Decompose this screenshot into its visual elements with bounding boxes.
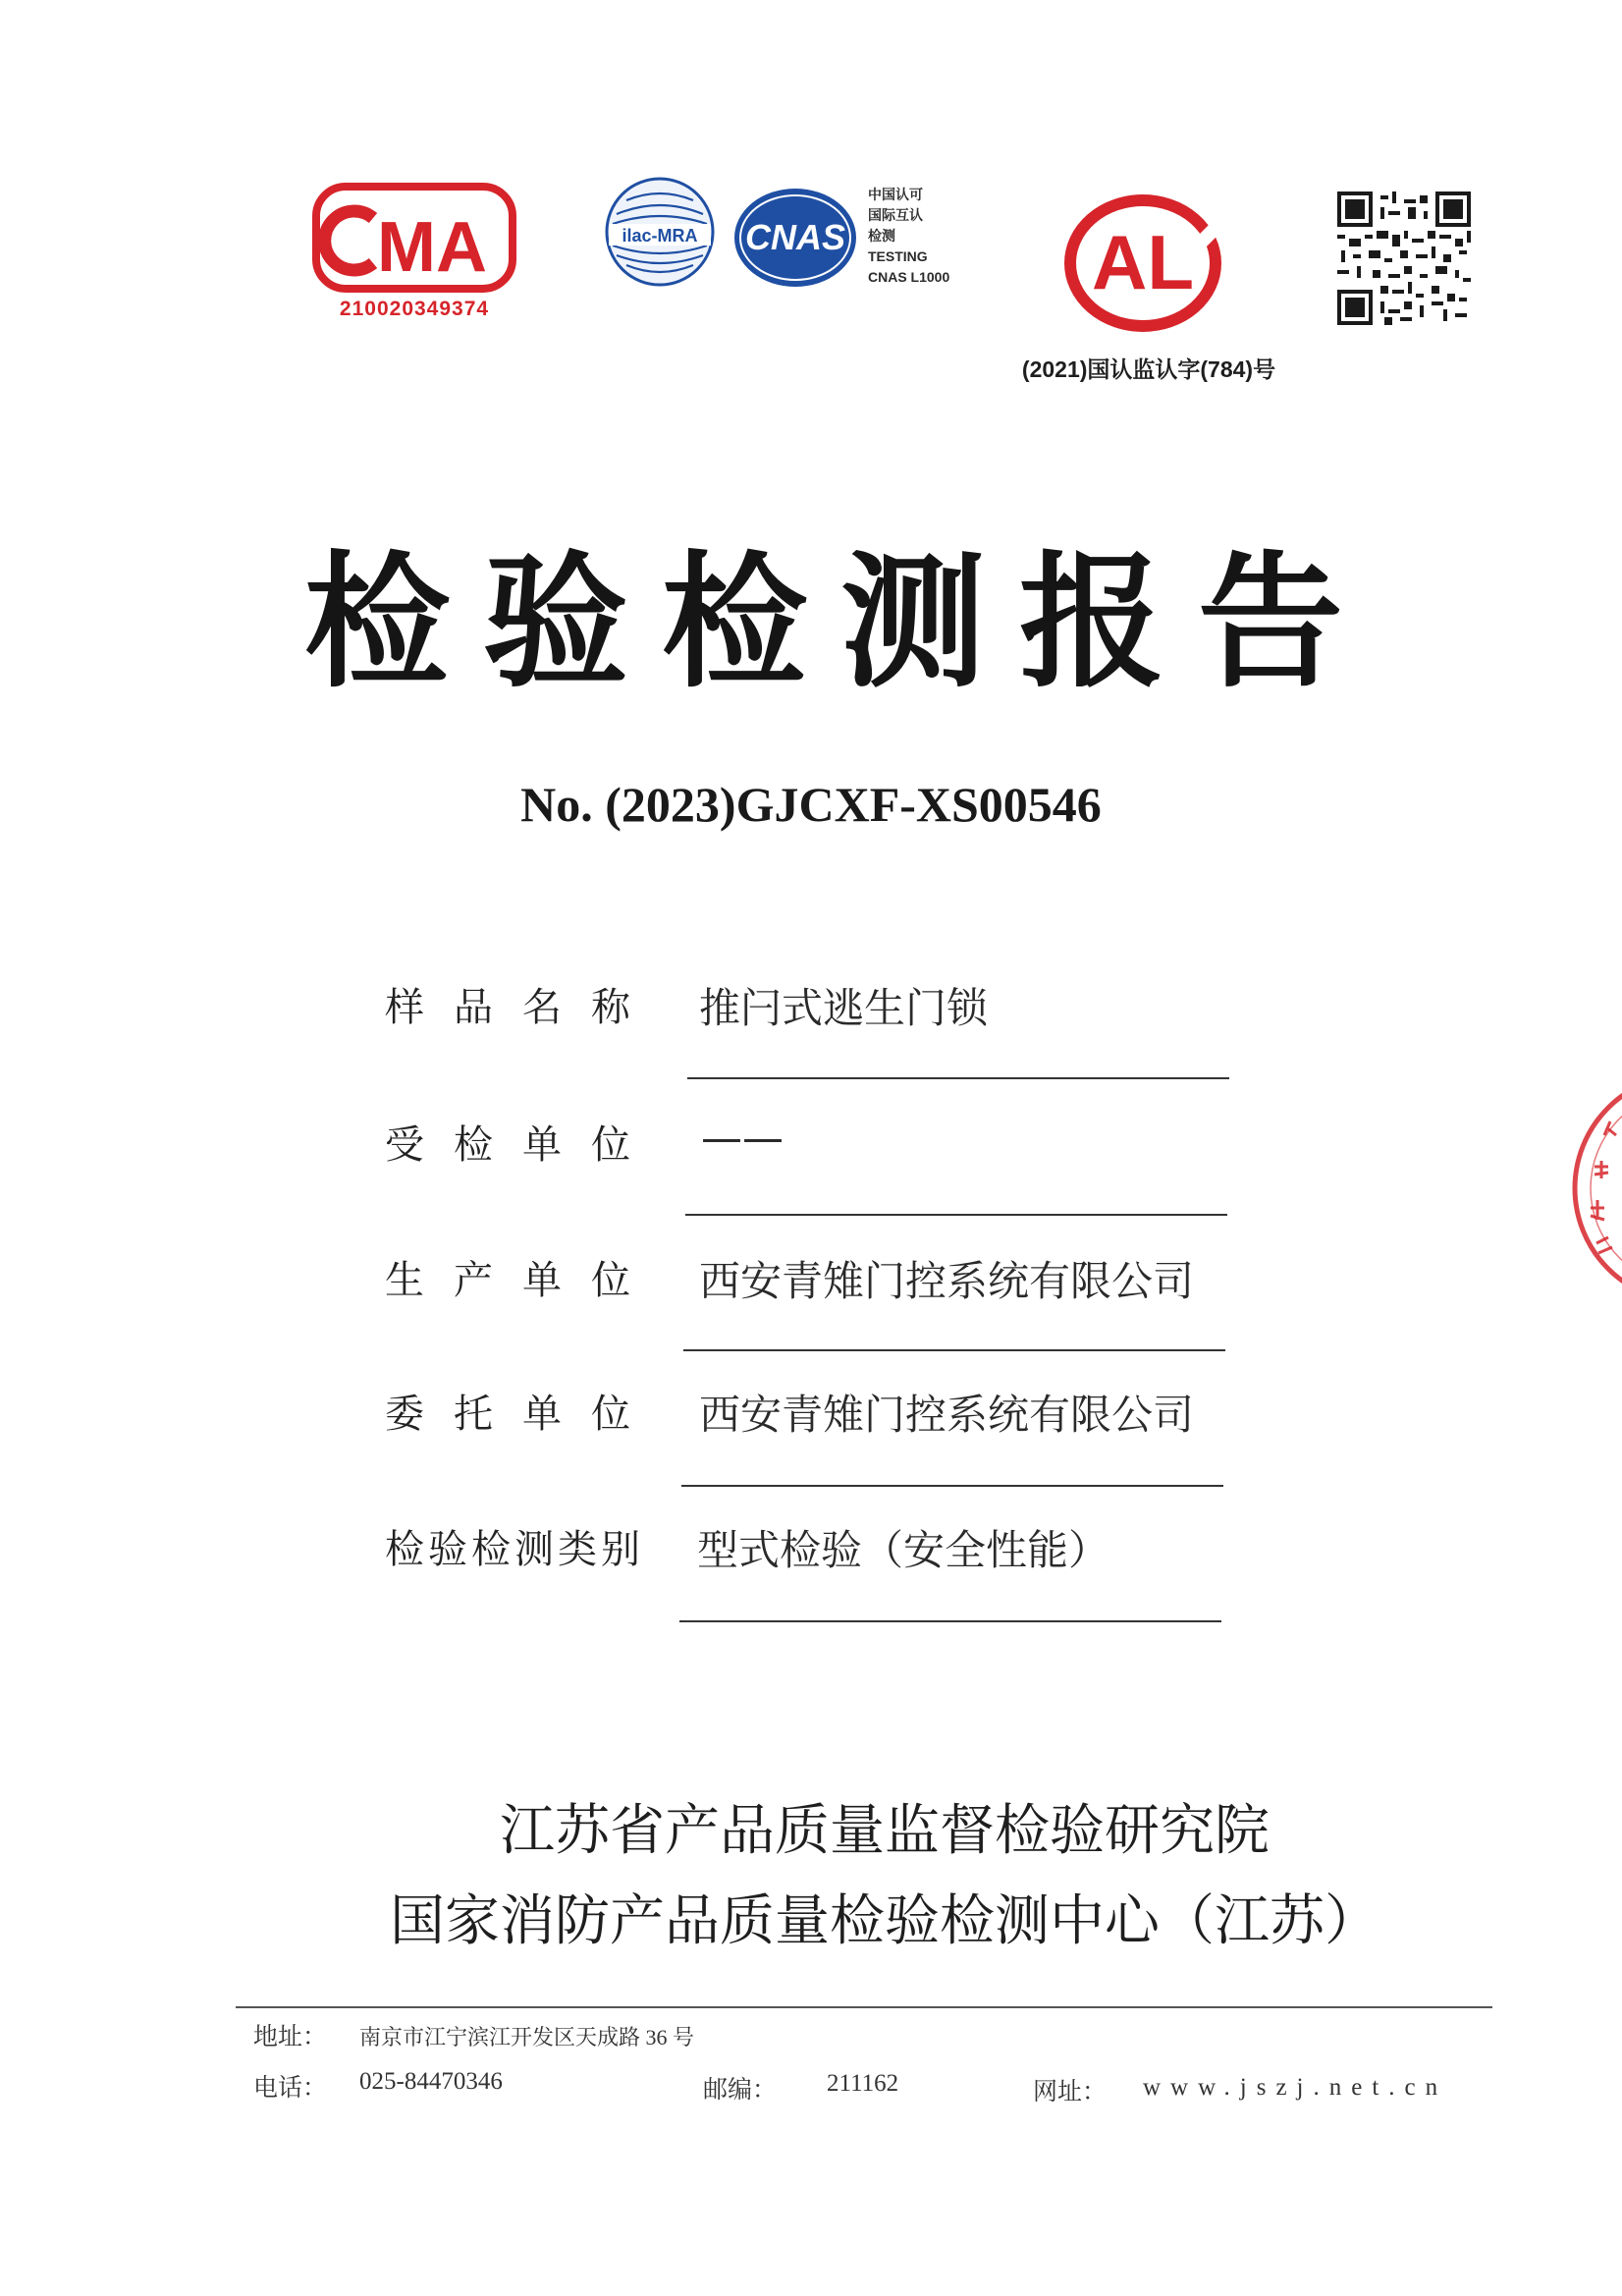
field-value: 推闩式逃生门锁	[699, 984, 989, 1032]
website-value[interactable]: www.jszj.net.cn	[1143, 2074, 1448, 2101]
postcode-label: 邮编：	[703, 2077, 778, 2104]
institute-name-1: 江苏省产品质量监督检验研究院	[500, 1799, 1270, 1863]
field-label: 受检单位	[385, 1122, 660, 1168]
field-client	[385, 1383, 1229, 1442]
cnas-logo	[730, 183, 860, 293]
cma-logo-text: MA	[377, 208, 487, 287]
field-underline	[683, 1349, 1225, 1351]
field-value: 西安青雉门控系统有限公司	[699, 1257, 1195, 1305]
field-value: 型式检验（安全性能）	[697, 1526, 1110, 1574]
cnas-line: 检测	[868, 228, 895, 244]
cnas-line: TESTING	[868, 248, 928, 264]
field-underline	[679, 1620, 1221, 1622]
address-label: 地址：	[253, 2024, 328, 2050]
cnas-line: CNAS L1000	[868, 269, 950, 285]
field-inspected-unit	[385, 1114, 1229, 1173]
qr-code-icon[interactable]	[1337, 191, 1471, 326]
postcode-value: 211162	[827, 2070, 899, 2097]
cal-logo-text: AL	[1092, 219, 1194, 305]
field-underline	[687, 1077, 1229, 1079]
ilac-logo-text: ilac-MRA	[622, 226, 698, 246]
report-title: 检验检测报告	[304, 538, 1377, 707]
cnas-line: 中国认可	[868, 187, 923, 202]
field-label: 检验检测类别	[385, 1527, 644, 1572]
cma-number: 210020349374	[339, 298, 490, 320]
field-value: 西安青雉门控系统有限公司	[699, 1391, 1195, 1439]
phone-label: 电话：	[253, 2075, 328, 2102]
website-label: 网址：	[1033, 2079, 1108, 2105]
official-seal-stamp	[1561, 1070, 1622, 1306]
field-label: 委托单位	[385, 1392, 660, 1437]
field-manufacturer	[385, 1249, 1229, 1308]
field-underline	[685, 1214, 1227, 1216]
field-label: 生产单位	[385, 1258, 660, 1303]
cal-logo	[1060, 187, 1233, 334]
field-label: 样品名称	[385, 985, 660, 1030]
field-sample-name	[385, 976, 1229, 1035]
cnas-line: 国际互认	[868, 207, 923, 223]
ilac-mra-logo	[603, 175, 717, 289]
field-underline	[681, 1485, 1223, 1487]
field-value: ——	[701, 1114, 784, 1162]
cnas-logo-text: CNAS	[744, 217, 846, 257]
footer-rule	[236, 2006, 1492, 2008]
cal-certificate-caption: (2021)国认监认字(784)号	[1021, 356, 1276, 382]
address-value: 南京市江宁滨江开发区天成路 36 号	[359, 2025, 695, 2050]
field-inspection-category	[385, 1518, 1229, 1577]
report-number: No. (2023)GJCXF-XS00546	[520, 777, 1102, 832]
cnas-accreditation-text	[868, 185, 986, 288]
phone-value: 025-84470346	[359, 2068, 503, 2095]
institute-name-2: 国家消防产品质量检验检测中心（江苏）	[390, 1889, 1379, 1953]
